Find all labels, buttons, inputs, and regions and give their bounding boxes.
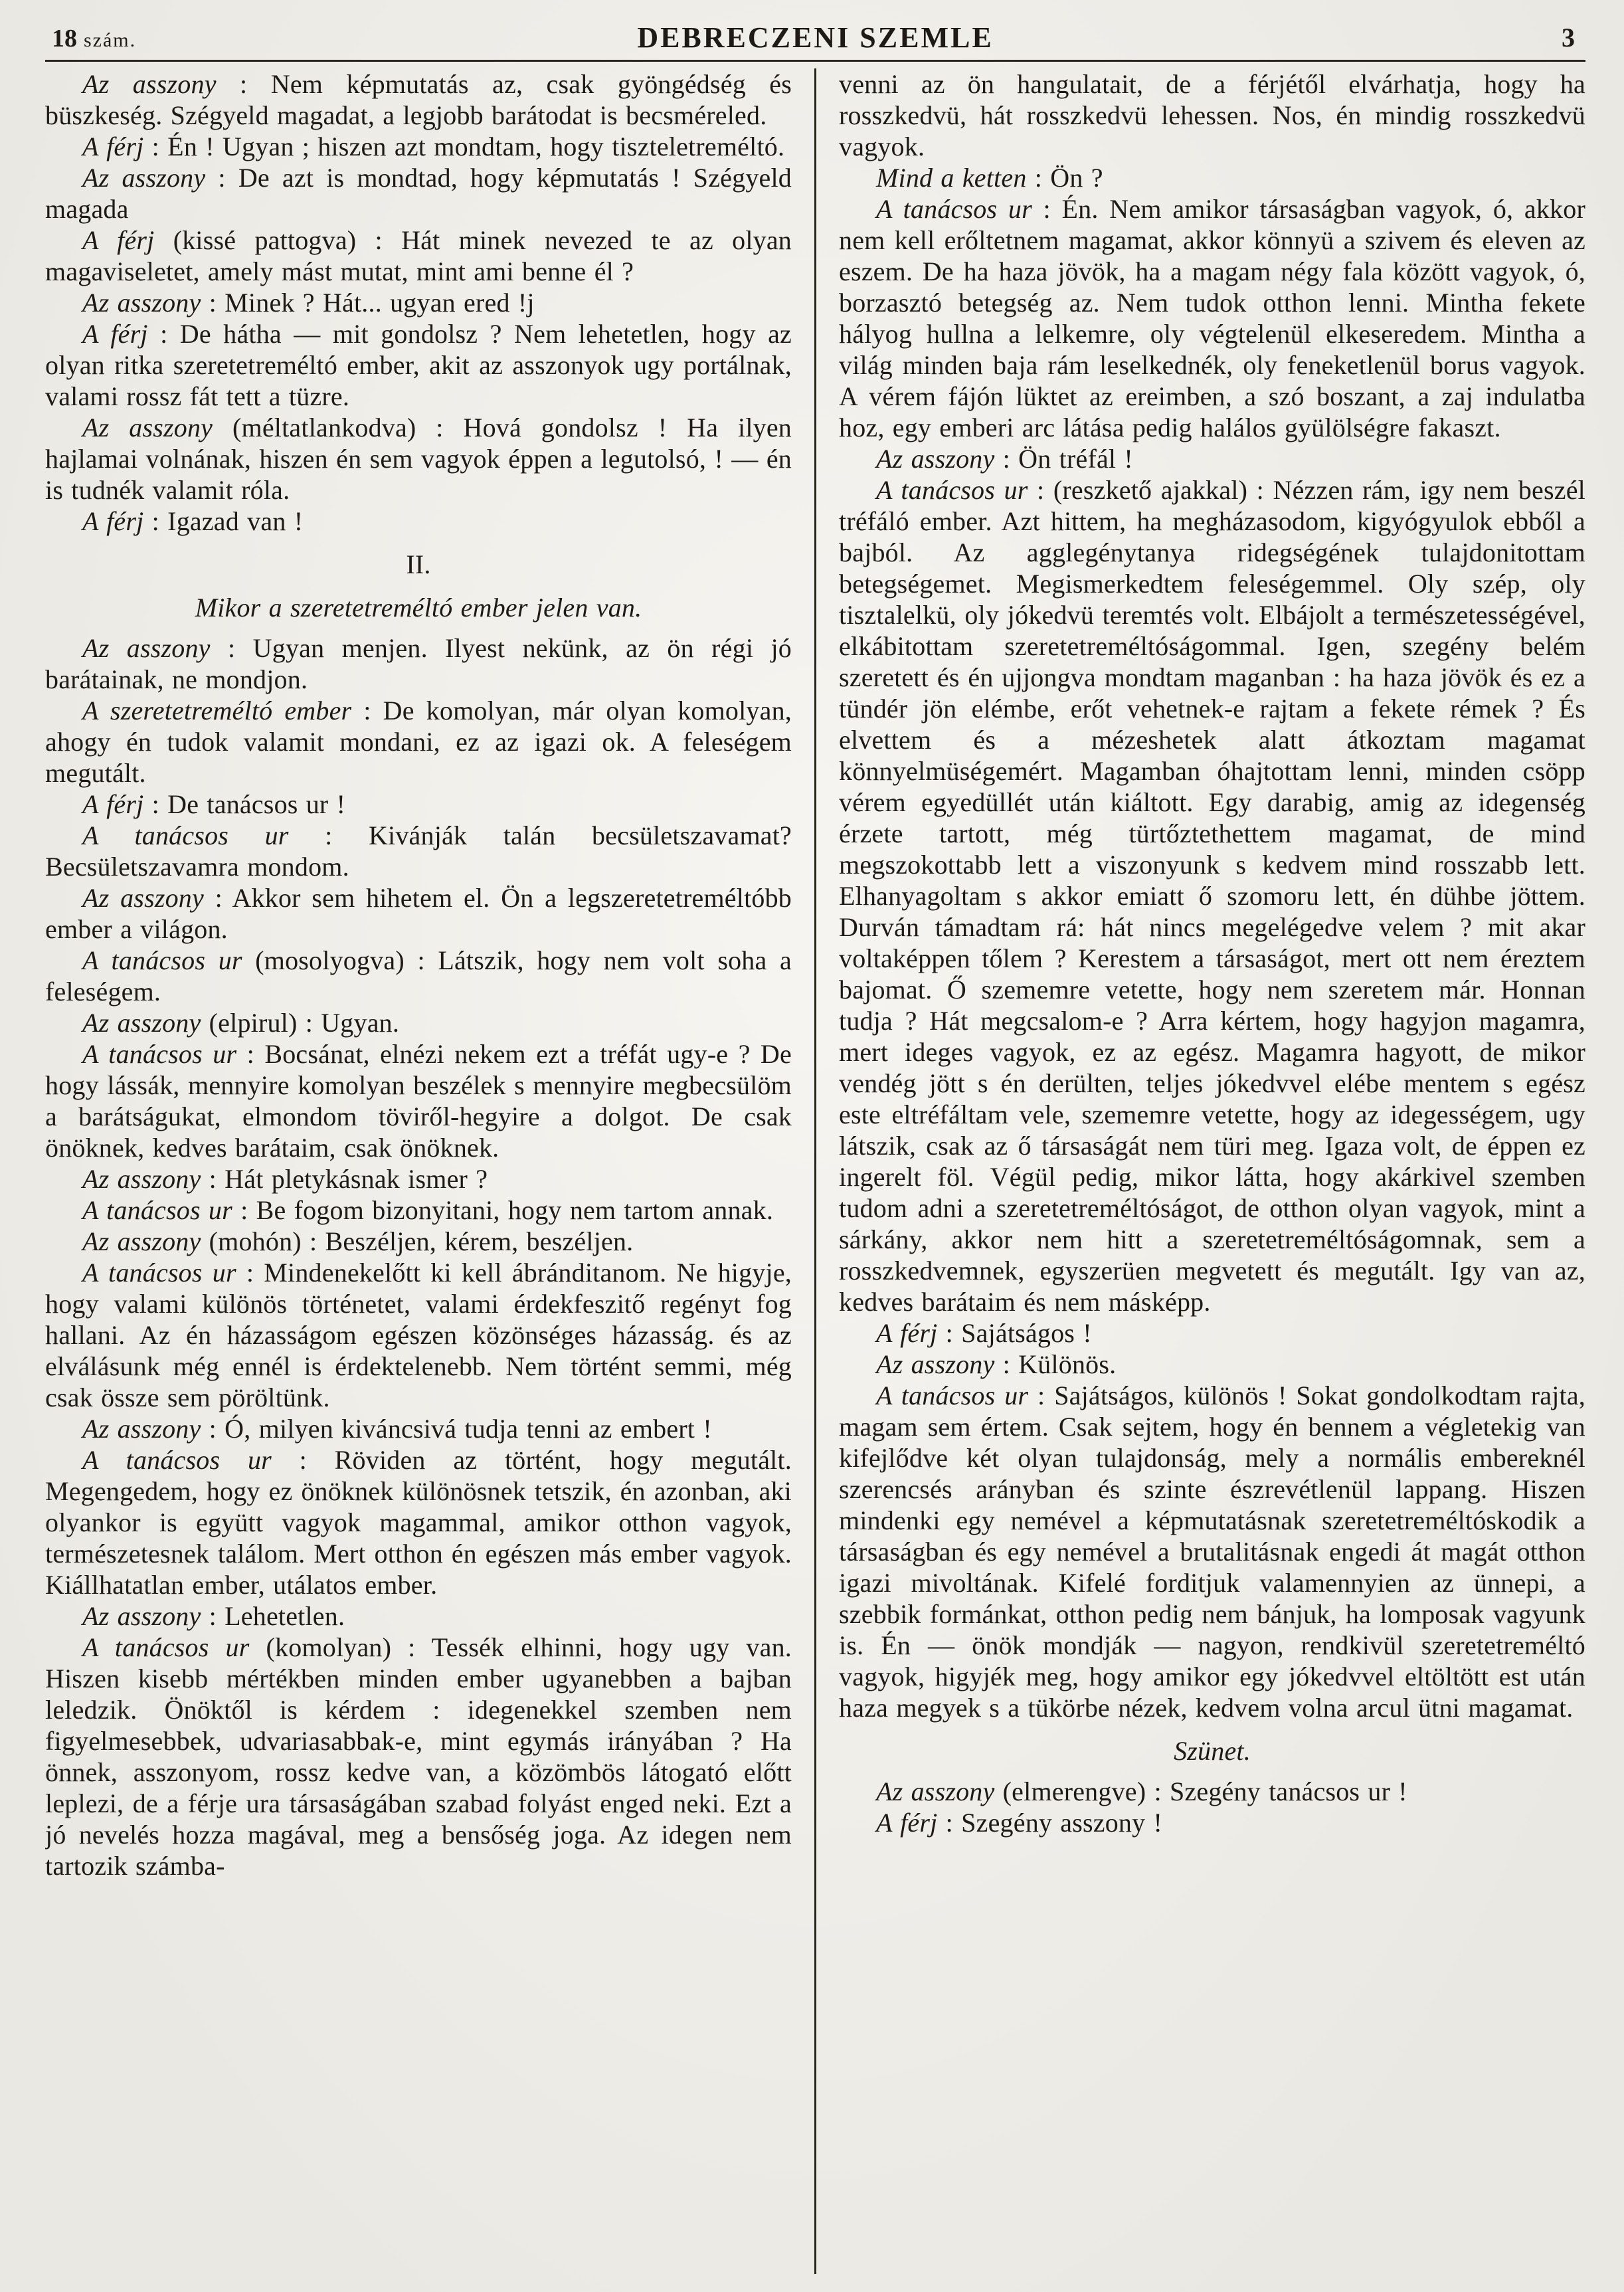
- speaker-name: A férj: [82, 789, 144, 819]
- speaker-name: Az asszony: [876, 444, 995, 474]
- dialogue-paragraph: A tanácsos ur (komolyan) : Tessék elhinni, hogy ugy van. Hiszen kisebb mértékben minden ember ugyanebben a bajban leledzik. Önöktől is kérdem : idegenekkel szemben nem figyelmesebbek, udvariasabbak-e, mint egymás irányában ? Ha önnek, asszonyom, rossz kedve van, a közömbös látogató előtt leplezi, de a férje ura társaságában szabad folyást enged neki. Ezt a jó nevelés hozza magával, meg a bensőség joga. Az idegen nem tartozik számba-: [45, 1632, 792, 1881]
- speaker-name: A szeretetreméltó ember: [82, 696, 352, 725]
- dialogue-paragraph: A tanácsos ur (mosolyogva) : Látszik, hogy nem volt soha a feleségem.: [45, 945, 792, 1006]
- speaker-name: A tanácsos ur: [876, 1381, 1029, 1410]
- speaker-name: A tanácsos ur: [82, 1632, 250, 1662]
- speaker-name: A tanácsos ur: [82, 945, 242, 975]
- dialogue-paragraph: Az asszony : Ó, milyen kiváncsivá tudja tenni az embert !: [82, 1414, 712, 1444]
- article-columns: [45, 68, 1585, 2274]
- speaker-name: A férj: [82, 132, 144, 161]
- dialogue-paragraph: A tanácsos ur : Én. Nem amikor társaságban vagyok, ó, akkor nem kell erőltetnem magamat, akkor könnyü a szivem és eleven az eszem. De ha haza jövök, ha a magam négy fala között vagyok, ó, borzasztó betegség az. Nem tudok otthon lenni. Mintha fekete hályog hullna a lelkemre, oly végtelenül elkeseredem. Mintha a világ minden baja rám leselkednék, oly feneketlenül borus vagyok. A vérem fájón lüktet az ereimben, a szó boszant, a zaj indulatba hoz, egy emberi arc látása pedig halálos gyülölségre fakaszt.: [839, 194, 1585, 442]
- speaker-name: Az asszony: [82, 1414, 201, 1444]
- dialogue-paragraph: A tanácsos ur : Kivánják talán becsületszavamat? Becsületszavamra mondom.: [45, 820, 792, 882]
- section-heading: Szünet.: [1174, 1736, 1251, 1766]
- paragraph-continuation: venni az ön hangulatait, de a férjétől elvárhatja, hogy ha rosszkedvü, hát rosszkedvü lehessen. Nos, én mindig rosszkedvü vagyok.: [839, 69, 1585, 161]
- dialogue-paragraph: A tanácsos ur : (reszkető ajakkal) : Nézzen rám, igy nem beszél tréfáló ember. Azt hittem, ha megházasodom, kigyógyulok ebből a bajból. Az agglegénytanya ridegségének tulajdonitottam betegségemet. Megismerkedtem feleségemmel. Oly szép, oly tisztalelkü, oly jókedvü teremtés volt. Elbájolt a természetességével, elkábitottam szeretetreméltóságommal. Igen, szegény belém szeretett és én ujjongva mondtam maganban : ha haza jövök és ez a tündér jön elémbe, erőt vehetnek-e rajtam a fekete rémek ? És elvettem és a mézeshetek alatt átkoztam magamat könnyelmüségemért. Magamban óhajtottam lenni, minden csöpp vérem egyedüllét után kiáltott. Egy darabig, amig az idegenség érzete tartott, még türtőztethettem magamat, de mind megszokottabb lett a viszonyunk s kedvem mind rosszabb lett. Elhanyagoltam s akkor emiatt ő szomoru lett, én dühbe jöttem. Durván támadtam rá: hát nincs megelégedve velem ? mit akar voltaképpen tőlem ? Kerestem a társaságot, mert ott nem éreztem bajomat. Ő szememre vetette, hogy nem szeretem már. Honnan tudja ? Hát megcsalom-e ? Arra kértem, hogy hagyjon magamra, mert ideges vagyok, ez az egész. Magamra hagyott, de mikor vendég jött s én derülten, teljes jókedvvel elébe mentem s egész este eltréfáltam vele, szememre vetette, hogy az idegességem, ugy látszik, csak az ő társaságát nem türi meg. Igaza volt, de éppen ez ingerelt föl. Végül pedig, mikor látta, hogy akárkivel szemben tudom adni a szeretetreméltóságot, de otthon olyan vagyok, mint a sárkány, akkor nem hitt a szeretetreméltóságomnak, sem a rosszkedvemnek, egyszerüen megvetett és megutált. Igy van az, kedves barátaim és nem másképp.: [839, 475, 1585, 1317]
- dialogue-paragraph: A férj : De hátha — mit gondolsz ? Nem lehetetlen, hogy az olyan ritka szeretetreméltó ember, akit az asszonyok ugy portálnak, valami rossz fát tett a tüzre.: [45, 319, 792, 411]
- dialogue-paragraph: A tanácsos ur : Be fogom bizonyitani, hogy nem tartom annak.: [82, 1195, 774, 1225]
- right-column: [816, 68, 1585, 2274]
- publication-title: DEBRECZENI SZEMLE: [637, 21, 994, 54]
- speaker-name: Mind a ketten: [876, 163, 1027, 193]
- section-heading: II.: [406, 549, 431, 579]
- dialogue-paragraph: Az asszony : De azt is mondtad, hogy képmutatás ! Szégyeld magada: [45, 163, 792, 224]
- masthead: [45, 17, 1585, 54]
- page-number: 3: [1562, 23, 1575, 52]
- speaker-name: A férj: [876, 1808, 938, 1838]
- speaker-name: A tanácsos ur: [82, 1039, 237, 1069]
- dialogue-paragraph: A férj : De tanácsos ur !: [82, 789, 346, 819]
- dialogue-paragraph: A tanácsos ur : Röviden az történt, hogy megutált. Megengedem, hogy ez önöknek különösnek tetszik, én azonban, aki olyankor is együtt vagyok magammal, amikor otthon vagyok, természetesnek találom. Mert otthon én egészen más ember vagyok. Kiállhatatlan ember, utálatos ember.: [45, 1445, 792, 1600]
- speaker-name: A tanácsos ur: [876, 475, 1028, 505]
- dialogue-paragraph: A férj : Sajátságos !: [876, 1318, 1092, 1348]
- dialogue-paragraph: Az asszony : Ugyan menjen. Ilyest nekünk, az ön régi jó barátainak, ne mondjon.: [45, 633, 792, 694]
- dialogue-paragraph: Az asszony : Minek ? Hát... ugyan ered !j: [82, 288, 535, 318]
- speaker-name: A férj: [876, 1318, 938, 1348]
- speaker-name: A férj: [82, 225, 155, 255]
- speaker-name: A tanácsos ur: [876, 194, 1032, 224]
- issue-label: szám.: [84, 29, 137, 51]
- speaker-name: Az asszony: [82, 1601, 201, 1631]
- dialogue-paragraph: Az asszony (méltatlankodva) : Hová gondolsz ! Ha ilyen hajlamai volnának, hiszen én sem vagyok éppen a legutolsó, ! — én is tudnék valamit róla.: [45, 413, 792, 505]
- dialogue-paragraph: Az asszony : Ön tréfál !: [876, 444, 1133, 474]
- dialogue-paragraph: Az asszony (elpirul) : Ugyan.: [82, 1008, 400, 1038]
- dialogue-paragraph: A férj : Szegény asszony !: [876, 1808, 1163, 1838]
- speaker-name: Az asszony: [876, 1349, 995, 1379]
- speaker-name: A tanácsos ur: [82, 820, 289, 850]
- header-rule: [45, 60, 1585, 62]
- speaker-name: A férj: [82, 319, 148, 349]
- dialogue-paragraph: A tanácsos ur : Bocsánat, elnézi nekem ezt a tréfát ugy-e ? De hogy lássák, mennyire komolyan beszélek s mennyire megbecsülöm a barátságukat, elmondom töviről-hegyire a dolgot. De csak önöknek, kedves barátaim, csak önöknek.: [45, 1039, 792, 1163]
- speaker-name: Az asszony: [82, 69, 217, 99]
- speaker-name: Az asszony: [876, 1776, 995, 1806]
- speaker-name: A férj: [82, 506, 144, 536]
- dialogue-paragraph: Az asszony (mohón) : Beszéljen, kérem, beszéljen.: [82, 1226, 634, 1256]
- dialogue-paragraph: Az asszony : Hát pletykásnak ismer ?: [82, 1164, 488, 1194]
- speaker-name: Az asszony: [82, 163, 206, 193]
- left-column: [45, 68, 814, 2274]
- dialogue-paragraph: Az asszony : Lehetetlen.: [82, 1601, 345, 1631]
- speaker-name: Az asszony: [82, 288, 201, 318]
- speaker-name: Az asszony: [82, 1164, 201, 1194]
- speaker-name: A tanácsos ur: [82, 1258, 236, 1288]
- dialogue-paragraph: Az asszony : Különös.: [876, 1349, 1117, 1379]
- speaker-name: Az asszony: [82, 1226, 201, 1256]
- dialogue-paragraph: A tanácsos ur : Sajátságos, különös ! Sokat gondolkodtam rajta, magam sem értem. Csak sejtem, hogy én bennem a végletekig van kifejlődve két olyan tulajdonság, mely a normális embereknél szerencsés arányban és szinte észrevétlenül lappang. Hiszen mindenki egy nemével a képmutatásnak szeretetreméltóskodik a társaságban és egy nemével a brutalitásnak engedi át magát otthon igazi mivoltának. Kifelé forditjuk valamennyien az ünnepi, a szebbik formánkat, otthon pedig nem bánjuk, ha lomposak vagyunk is. Én — önök mondják — nagyon, rendkivül szeretetreméltó vagyok, higyjék meg, hogy amikor egy jókedvvel eltöltött est után haza megyek s a tükörbe nézek, kedvem volna arcul ütni magamat.: [839, 1381, 1585, 1723]
- dialogue-paragraph: A férj (kissé pattogva) : Hát minek nevezed te az olyan magaviseletet, amely mást mutat, mint ami benne él ?: [45, 225, 792, 286]
- dialogue-paragraph: Az asszony (elmerengve) : Szegény tanácsos ur !: [876, 1776, 1407, 1806]
- speaker-name: Az asszony: [82, 1008, 201, 1038]
- speaker-name: Az asszony: [82, 413, 213, 442]
- speaker-name: Az asszony: [82, 633, 211, 663]
- dialogue-paragraph: Az asszony : Nem képmutatás az, csak gyöngédség és büszkeség. Szégyeld magadat, a legjobb barátodat is becsméreled.: [45, 69, 792, 130]
- speaker-name: A tanácsos ur: [82, 1445, 272, 1475]
- issue-number: 18: [52, 25, 77, 52]
- dialogue-paragraph: Az asszony : Akkor sem hihetem el. Ön a legszeretetreméltóbb ember a világon.: [45, 883, 792, 944]
- dialogue-paragraph: A férj : Igazad van !: [82, 506, 304, 536]
- dialogue-paragraph: A szeretetreméltó ember : De komolyan, már olyan komolyan, ahogy én tudok valamit mondani, ez az igazi ok. A feleségem megutált.: [45, 696, 792, 788]
- speaker-name: A tanácsos ur: [82, 1195, 232, 1225]
- dialogue-paragraph: A tanácsos ur : Mindenekelőtt ki kell ábránditanom. Ne higyje, hogy valami különös történetet, valami érdekfeszitő regényt fog hallani. Az én házasságom egészen közönséges házasság. és az elválásunk még ennél is érdektelenebb. Nem történt semmi, még csak össze sem pöröltünk.: [45, 1258, 792, 1412]
- speaker-name: Az asszony: [82, 883, 204, 913]
- section-heading: Mikor a szeretetreméltó ember jelen van.: [195, 593, 642, 622]
- dialogue-paragraph: A férj : Én ! Ugyan ; hiszen azt mondtam, hogy tiszteletreméltó.: [82, 132, 785, 161]
- dialogue-paragraph: Mind a ketten : Ön ?: [876, 163, 1103, 193]
